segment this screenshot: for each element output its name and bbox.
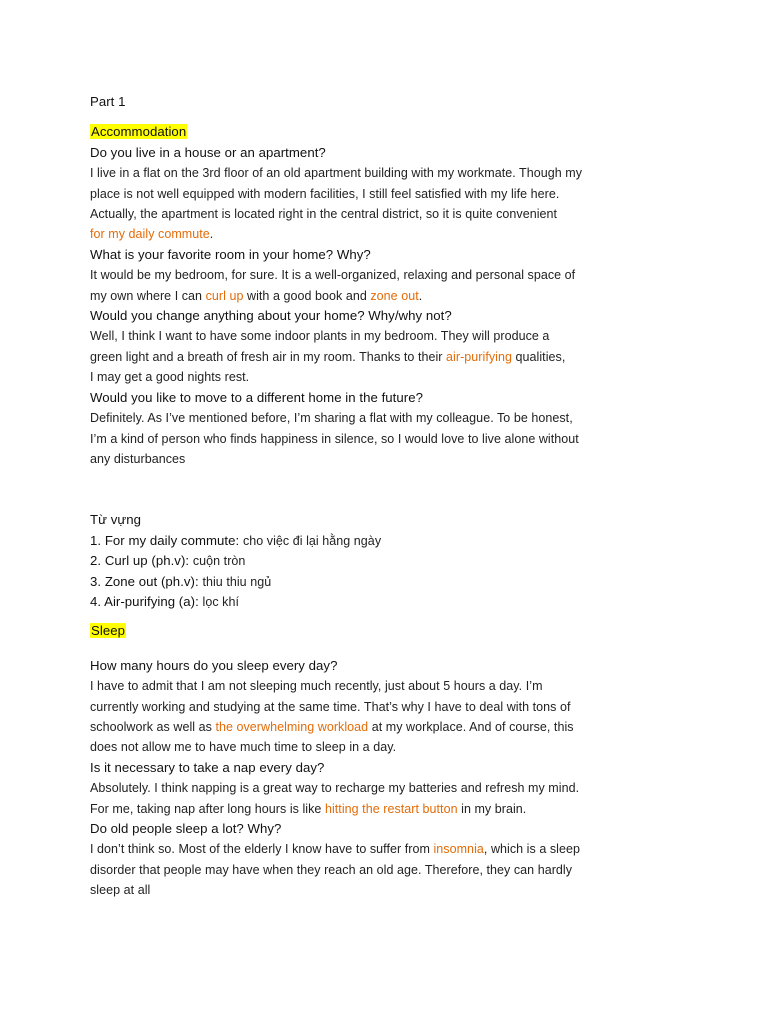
vocab-phrase: for my daily commute [90, 227, 210, 242]
answer-line: I may get a good nights rest. [90, 370, 250, 385]
answer-line: It would be my bedroom, for sure. It is a well-organized, relaxing and personal space of [90, 268, 576, 283]
answer-line: currently working and studying at the same time. That’s why I have to deal with tons of [90, 699, 571, 714]
vocab-term: For my daily commute [104, 532, 236, 548]
question: Would you change anything about your home? Why/why not? [90, 308, 452, 324]
answer-line [90, 839, 650, 859]
answer-line [90, 347, 650, 367]
answer-line: place is not well equipped with modern facilities, I still feel satisfied with my life here. [90, 186, 560, 201]
section-heading-accommodation [90, 122, 650, 142]
vocab-number: 4. [90, 593, 105, 609]
vocab-item [90, 551, 650, 571]
answer-text: , which is a sleep [483, 842, 580, 857]
heading-highlight: Sleep [91, 623, 125, 639]
answer-line [90, 224, 650, 244]
heading-highlight: Accommodation [91, 124, 187, 140]
answer-text: qualities, [511, 349, 566, 364]
question: What is your favorite room in your home? Why? [90, 246, 371, 262]
vocab-meaning: cuộn tròn [192, 554, 246, 569]
vocab-separator: : [235, 532, 243, 548]
question: Do old people sleep a lot? Why? [90, 821, 282, 836]
vocab-phrase: zone out [370, 288, 419, 303]
answer-line: Actually, the apartment is located right in the central district, so it is quite convenient [90, 207, 558, 222]
vocab-phrase: insomnia [433, 842, 484, 857]
vocab-separator: : [185, 553, 193, 569]
vocab-number: 3. [90, 573, 105, 589]
answer-line: Absolutely. I think napping is a great way to recharge my batteries and refresh my mind. [90, 781, 580, 796]
answer-line: Well, I think I want to have some indoor plants in my bedroom. They will produce a [90, 329, 550, 344]
answer-line [90, 717, 650, 737]
question: Do you live in a house or an apartment? [90, 144, 326, 160]
question: How many hours do you sleep every day? [90, 657, 338, 673]
vocab-term: Zone out (ph.v) [104, 573, 195, 589]
vocab-meaning: thiu thiu ngủ [202, 574, 272, 589]
page-title: Part 1 [90, 94, 126, 109]
vocab-meaning: lọc khí [202, 594, 240, 609]
answer-line: disorder that people may have when they reach an old age. Therefore, they can hardly [90, 862, 573, 877]
answer-text: at my workplace. And of course, this [368, 719, 574, 734]
answer-text: green light and a breath of fresh air in my room. Thanks to their [90, 349, 447, 364]
vocab-heading: Từ vựng [90, 512, 141, 528]
answer-text: in my brain. [457, 801, 527, 816]
vocab-phrase: air-purifying [446, 349, 512, 364]
document-content [90, 92, 650, 901]
question: Would you like to move to a different home in the future? [90, 389, 423, 405]
vocab-phrase: hitting the restart button [324, 801, 458, 816]
vocab-number: 1. [90, 532, 105, 548]
vocab-phrase: the overwhelming workload [215, 719, 369, 734]
vocab-item [90, 592, 650, 612]
answer-text: schoolwork as well as [90, 719, 216, 734]
answer-text: . [418, 288, 423, 303]
answer-line [90, 799, 650, 819]
answer-line: sleep at all [90, 883, 151, 898]
vocab-phrase: curl up [205, 288, 244, 303]
vocab-item [90, 572, 650, 592]
answer-line: I’m a kind of person who finds happiness in silence, so I would love to live alone without [90, 431, 579, 446]
answer-text: For me, taking nap after long hours is like [90, 801, 325, 816]
vocab-term: Curl up (ph.v) [104, 553, 186, 569]
answer-line: any disturbances [90, 451, 186, 466]
vocab-separator: : [195, 573, 203, 589]
vocab-list [90, 531, 650, 613]
answer-text: I don’t think so. Most of the elderly I know have to suffer from [90, 842, 434, 857]
vocab-meaning: cho việc đi lại hằng ngày [242, 533, 382, 548]
answer-line: does not allow me to have much time to sleep in a day. [90, 740, 397, 755]
vocab-item [90, 531, 650, 551]
answer-line: I have to admit that I am not sleeping much recently, just about 5 hours a day. I’m [90, 679, 543, 694]
vocab-separator: : [195, 593, 203, 609]
answer-line: I live in a flat on the 3rd floor of an old apartment building with my workmate. Though my [90, 166, 583, 181]
answer-text: my own where I can [90, 288, 206, 303]
section-heading-sleep [90, 621, 650, 641]
answer-line [90, 286, 650, 306]
answer-text: . [209, 227, 214, 242]
vocab-number: 2. [90, 553, 105, 569]
vocab-term: Air-purifying (a) [104, 593, 196, 609]
answer-text: with a good book and [243, 288, 371, 303]
question: Is it necessary to take a nap every day? [90, 759, 325, 775]
answer-line: Definitely. As I’ve mentioned before, I’m sharing a flat with my colleague. To be honest, [90, 411, 573, 426]
